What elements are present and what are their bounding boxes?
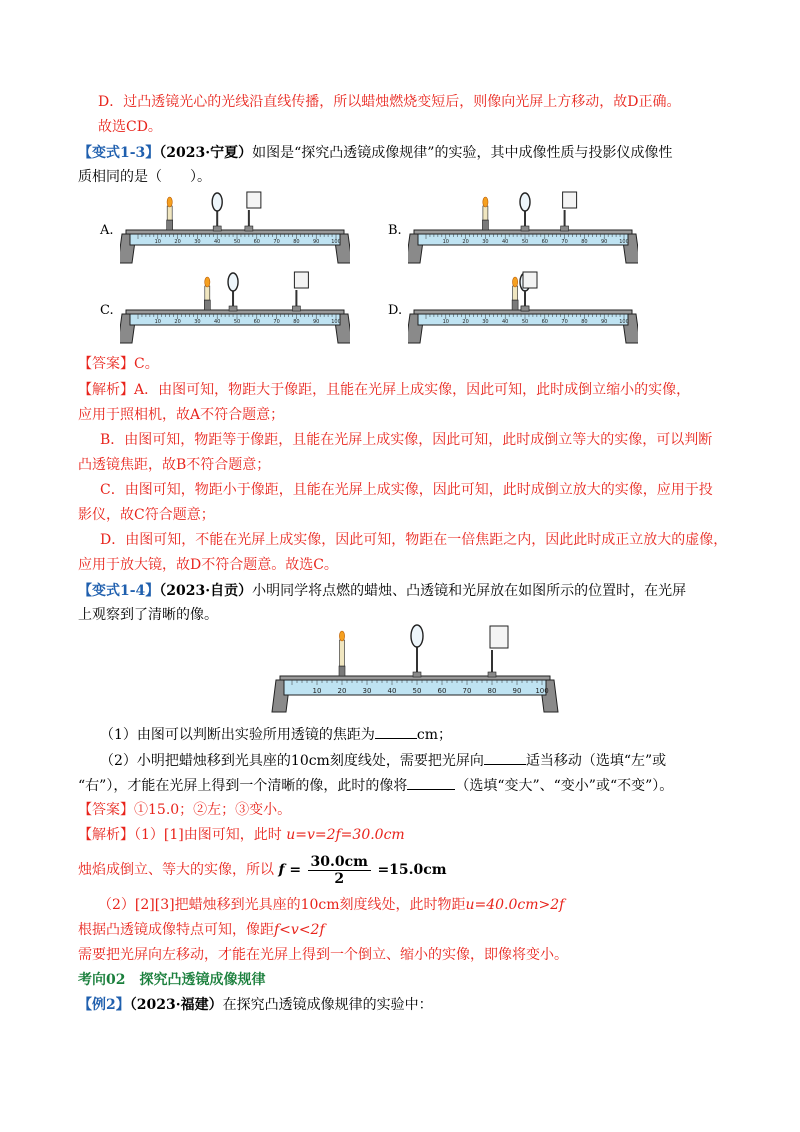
q14-analysis-tag: 【解析】 xyxy=(78,827,134,843)
ruler-tick-label: 100 xyxy=(619,239,629,245)
candle-body xyxy=(340,640,345,666)
candle-holder xyxy=(482,220,488,230)
ex2-tag: 【例2】 xyxy=(78,997,130,1013)
ruler-tick-label: 60 xyxy=(253,319,260,325)
ruler-tick-label: 30 xyxy=(482,239,489,245)
candle-flame xyxy=(339,631,344,641)
q14-analysis-5: 需要把光屏向左移动，才能在光屏上得到一个倒立、缩小的实像，即像将变小。 xyxy=(78,947,568,963)
q13-tag: 【变式1-3】 xyxy=(78,145,160,161)
q13-stem-line1 xyxy=(78,143,672,163)
option-c-label: C. xyxy=(100,303,114,318)
candle-flame xyxy=(205,277,210,287)
q14-part1 xyxy=(100,724,452,745)
q14-s1-math: u=v=2f=30.0cm xyxy=(286,827,405,843)
lens-holder xyxy=(213,226,221,231)
ruler-tick-label: 10 xyxy=(442,319,449,325)
q14-analysis-3 xyxy=(98,895,564,915)
option-d-label: D. xyxy=(388,303,403,318)
convex-lens xyxy=(212,193,222,211)
q14-analysis-1 xyxy=(78,825,405,845)
ruler-tick-label: 30 xyxy=(194,319,201,325)
candle-body xyxy=(205,286,210,300)
ruler-tick-label: 40 xyxy=(502,319,509,325)
ruler-tick-label: 80 xyxy=(293,239,300,245)
q13-source: （2023·宁夏） xyxy=(159,145,253,161)
fraction-denominator: 2 xyxy=(334,870,345,887)
q14-s4-math: f<v<2f xyxy=(274,922,325,938)
screen-holder xyxy=(292,306,300,311)
light-screen xyxy=(247,192,261,208)
ruler-tick-label: 30 xyxy=(362,687,372,695)
screen-holder xyxy=(488,672,496,677)
q14-stem-line1 xyxy=(78,581,686,601)
candle-body xyxy=(513,286,518,300)
optical-bench-figure-c xyxy=(120,270,350,345)
q13-answer-value: C。 xyxy=(134,356,159,372)
candle-flame xyxy=(483,197,488,207)
ruler-tick-label: 80 xyxy=(581,239,588,245)
lens-holder xyxy=(229,306,237,311)
ruler-tick-label: 10 xyxy=(154,239,161,245)
optical-bench-figure-d xyxy=(408,270,638,345)
ruler-tick-label: 20 xyxy=(174,319,181,325)
q14-analysis-4 xyxy=(78,920,325,940)
q14-p3-pre: “右”），才能在光屏上得到一个清晰的像，此时的像将 xyxy=(78,778,408,794)
q14-part2-cont xyxy=(78,775,673,796)
ruler-tick-label: 20 xyxy=(462,319,469,325)
q14-s1-pre: （1）[1]由图可知，此时 xyxy=(134,827,287,843)
q14-p1-pre: （1）由图可以判断出实验所用透镜的焦距为 xyxy=(100,727,375,743)
q13-d1: D．由图可知，不能在光屏上成实像，因此可知，物距在一倍焦距之内，因此此时成正立放大的虚像， xyxy=(100,532,728,548)
candle-holder xyxy=(339,666,345,676)
ruler-tick-label: 50 xyxy=(412,687,422,695)
ruler-tick-label: 100 xyxy=(535,687,549,695)
ruler-tick-label: 80 xyxy=(293,319,300,325)
prev-choose: 故选CD。 xyxy=(98,119,162,135)
ruler-tick-label: 80 xyxy=(487,687,497,695)
ruler-tick-label: 60 xyxy=(253,239,260,245)
light-screen xyxy=(490,626,508,648)
ruler-tick-label: 10 xyxy=(154,319,161,325)
ruler-tick-label: 60 xyxy=(541,239,548,245)
lens-holder xyxy=(521,226,529,231)
screen-holder xyxy=(561,226,569,231)
ex2-stem-text: 在探究凸透镜成像规律的实验中： xyxy=(222,997,433,1013)
optical-bench-figure-a xyxy=(120,190,350,265)
optical-bench-figure-large xyxy=(270,622,560,714)
formula-f-lhs: f = xyxy=(278,862,302,878)
convex-lens xyxy=(520,193,530,211)
ruler-tick-label: 90 xyxy=(313,319,320,325)
ruler-tick-label: 70 xyxy=(561,319,568,325)
light-screen xyxy=(563,192,577,208)
candle-flame xyxy=(513,277,518,287)
q13-analysis-tag: 【解析】 xyxy=(78,382,134,398)
q14-blank-2[interactable] xyxy=(484,750,526,765)
candle-holder xyxy=(204,300,210,310)
q14-blank-1[interactable] xyxy=(375,724,417,739)
q14-tag: 【变式1-4】 xyxy=(78,583,160,599)
candle-flame xyxy=(167,197,172,207)
prev-option-d: D．过凸透镜光心的光线沿直线传播，所以蜡烛燃烧变短后，则像向光屏上方移动，故D正确。 xyxy=(98,94,681,110)
ruler-tick-label: 70 xyxy=(273,319,280,325)
ruler-tick-label: 20 xyxy=(174,239,181,245)
ruler-tick-label: 20 xyxy=(337,687,347,695)
q14-answer-tag: 【答案】 xyxy=(78,802,134,818)
light-screen xyxy=(523,272,537,288)
ex2-source: （2023·福建） xyxy=(129,997,223,1013)
fraction-numerator: 30.0cm xyxy=(308,854,371,871)
option-b-label: B. xyxy=(388,223,402,238)
q13-stem-line2: 质相同的是（ ）。 xyxy=(78,169,211,185)
q14-p2-post: 适当移动（选填“左”或 xyxy=(525,753,667,769)
q14-s3-math: u=40.0cm>2f xyxy=(465,897,565,913)
ruler-tick-label: 30 xyxy=(194,239,201,245)
ruler-tick-label: 90 xyxy=(512,687,522,695)
ruler-tick-label: 100 xyxy=(331,319,341,325)
q13-b2: 凸透镜焦距，故B不符合题意； xyxy=(78,457,271,473)
q14-s4: 根据凸透镜成像特点可知，像距 xyxy=(78,922,274,938)
q14-stem1: 小明同学将点燃的蜡烛、凸透镜和光屏放在如图所示的位置时，在光屏 xyxy=(252,583,687,599)
q13-analysis-a1 xyxy=(78,380,690,400)
ruler-tick-label: 40 xyxy=(387,687,397,695)
q14-answer-value: ①15.0；②左；③变小。 xyxy=(134,802,292,818)
q14-p1-post: cm； xyxy=(416,727,453,743)
q13-c1: C．由图可知，物距小于像距，且能在光屏上成实像，因此可知，此时成倒立放大的实像，应用于投 xyxy=(100,482,713,498)
q14-answer xyxy=(78,800,291,820)
ruler-tick-label: 70 xyxy=(273,239,280,245)
q14-p2-pre: （2）小明把蜡烛移到光具座的10cm刻度线处，需要把光屏向 xyxy=(100,753,484,769)
ruler-tick-label: 50 xyxy=(233,319,241,325)
ruler-tick-label: 10 xyxy=(312,687,322,695)
convex-lens xyxy=(228,273,238,291)
ruler-tick-label: 40 xyxy=(214,239,221,245)
q14-analysis-2 xyxy=(78,852,447,888)
q14-part2 xyxy=(100,750,666,771)
candle-body xyxy=(167,206,172,220)
q13-b1: B．由图可知，物距等于像距，且能在光屏上成实像，因此可知，此时成倒立等大的实像，可以判断 xyxy=(100,432,713,448)
ruler-tick-label: 90 xyxy=(601,319,608,325)
ruler-tick-label: 50 xyxy=(521,239,529,245)
ex2-stem xyxy=(78,995,433,1015)
ruler-tick-label: 80 xyxy=(581,319,588,325)
q13-answer-tag: 【答案】 xyxy=(78,356,134,372)
ruler-tick-label: 70 xyxy=(561,239,568,245)
ruler-tick-label: 10 xyxy=(442,239,449,245)
ruler-tick-label: 100 xyxy=(331,239,341,245)
screen-holder xyxy=(245,226,253,231)
formula-fraction xyxy=(308,854,371,887)
q13-stem1: 如图是“探究凸透镜成像规律”的实验，其中成像性质与投影仪成像性 xyxy=(252,145,673,161)
ruler-tick-label: 20 xyxy=(462,239,469,245)
ruler-tick-label: 90 xyxy=(601,239,608,245)
q13-a2: 应用于照相机，故A不符合题意； xyxy=(78,407,285,423)
optical-bench-figure-b xyxy=(408,190,638,265)
q14-p3-post: （选填“变大”、“变小”或“不变”）。 xyxy=(455,778,674,794)
ruler-tick-label: 30 xyxy=(482,319,489,325)
formula-f-rhs: =15.0cm xyxy=(377,862,447,878)
ruler-tick-label: 70 xyxy=(462,687,472,695)
q13-d2: 应用于放大镜，故D不符合题意。故选C。 xyxy=(78,557,338,573)
q14-blank-3[interactable] xyxy=(407,775,455,790)
section-heading: 考向02 探究凸透镜成像规律 xyxy=(78,972,266,988)
ruler-tick-label: 100 xyxy=(619,319,629,325)
ruler-tick-label: 60 xyxy=(437,687,447,695)
candle-body xyxy=(483,206,488,220)
ruler-tick-label: 60 xyxy=(541,319,548,325)
convex-lens xyxy=(411,625,423,647)
q14-s3: （2）[2][3]把蜡烛移到光具座的10cm刻度线处，此时物距 xyxy=(98,897,466,913)
q13-c2: 影仪，故C符合题意； xyxy=(78,507,215,523)
ruler-tick-label: 50 xyxy=(521,319,529,325)
q13-answer xyxy=(78,354,159,374)
bench-rail-top xyxy=(126,230,344,234)
screen-holder xyxy=(521,306,529,311)
q13-a1: A．由图可知，物距大于像距，且能在光屏上成实像，因此可知，此时成倒立缩小的实像， xyxy=(134,382,691,398)
ruler-tick-label: 50 xyxy=(233,239,241,245)
ruler-tick-label: 90 xyxy=(313,239,320,245)
ruler-tick-label: 40 xyxy=(502,239,509,245)
candle-holder xyxy=(512,300,518,310)
light-screen xyxy=(294,272,308,288)
q14-source: （2023·自贡） xyxy=(159,583,253,599)
ruler-tick-label: 40 xyxy=(214,319,221,325)
candle-holder xyxy=(167,220,173,230)
lens-holder xyxy=(413,672,421,677)
q14-s2-pre: 烛焰成倒立、等大的实像，所以 xyxy=(78,862,274,878)
option-a-label: A. xyxy=(100,223,114,238)
q14-stem-line2: 上观察到了清晰的像。 xyxy=(78,607,218,623)
